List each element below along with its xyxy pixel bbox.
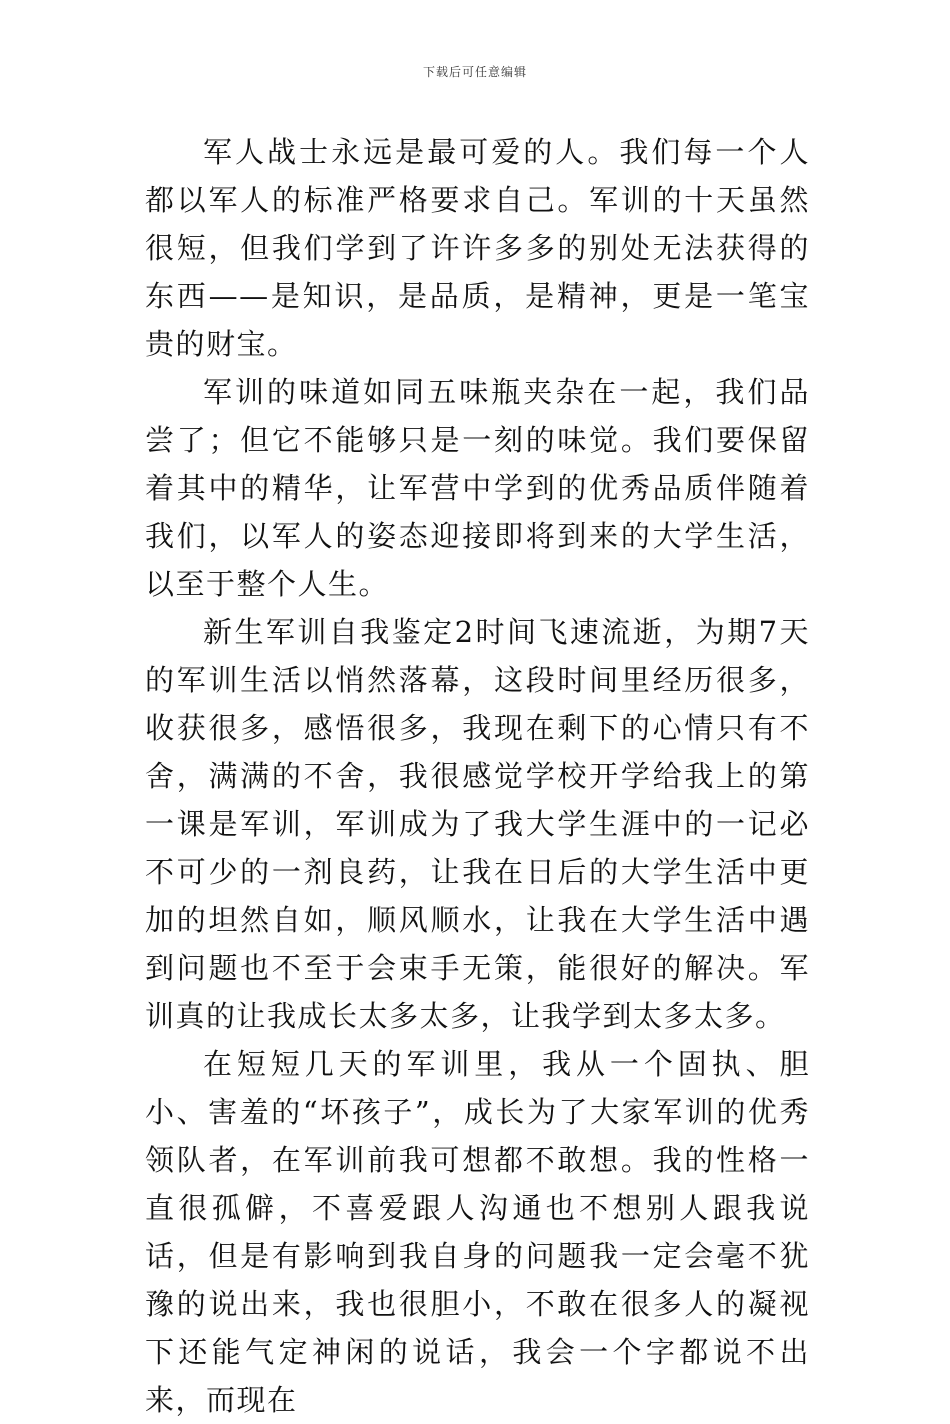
paragraph-4: 在短短几天的军训里，我从一个固执、胆小、害羞的“坏孩子”，成长为了大家军训的优秀领队者，在军训前我可想都不敢想。我的性格一直很孤僻，不喜爱跟人沟通也不想别人跟我说话，但是有影响到我自身的问题我一定会毫不犹豫的说出来，我也很胆小，不敢在很多人的凝视下还能气定神闲的说话，我会一个字都说不出来，而现在 xyxy=(145,1047,810,1417)
paragraph-1: 军人战士永远是最可爱的人。我们每一个人都以军人的标准严格要求自己。军训的十天虽然很短，但我们学到了许许多多的别处无法获得的东西——是知识，是品质，是精神，更是一笔宝贵的财宝。 xyxy=(145,135,810,361)
paragraph-2: 军训的味道如同五味瓶夹杂在一起，我们品尝了；但它不能够只是一刻的味觉。我们要保留着其中的精华，让军营中学到的优秀品质伴随着我们，以军人的姿态迎接即将到来的大学生活，以至于整个人生。 xyxy=(145,375,810,601)
page-header-note: 下载后可任意编辑 xyxy=(422,65,527,79)
document-body xyxy=(145,128,810,1424)
paragraph-3: 新生军训自我鉴定2时间飞速流逝，为期7天的军训生活以悄然落幕，这段时间里经历很多，收获很多，感悟很多，我现在剩下的心情只有不舍，满满的不舍，我很感觉学校开学给我上的第一课是军训，军训成为了我大学生涯中的一记必不可少的一剂良药，让我在日后的大学生活中更加的坦然自如，顺风顺水，让我在大学生活中遇到问题也不至于会束手无策，能很好的解决。军训真的让我成长太多太多，让我学到太多太多。 xyxy=(145,615,810,1033)
